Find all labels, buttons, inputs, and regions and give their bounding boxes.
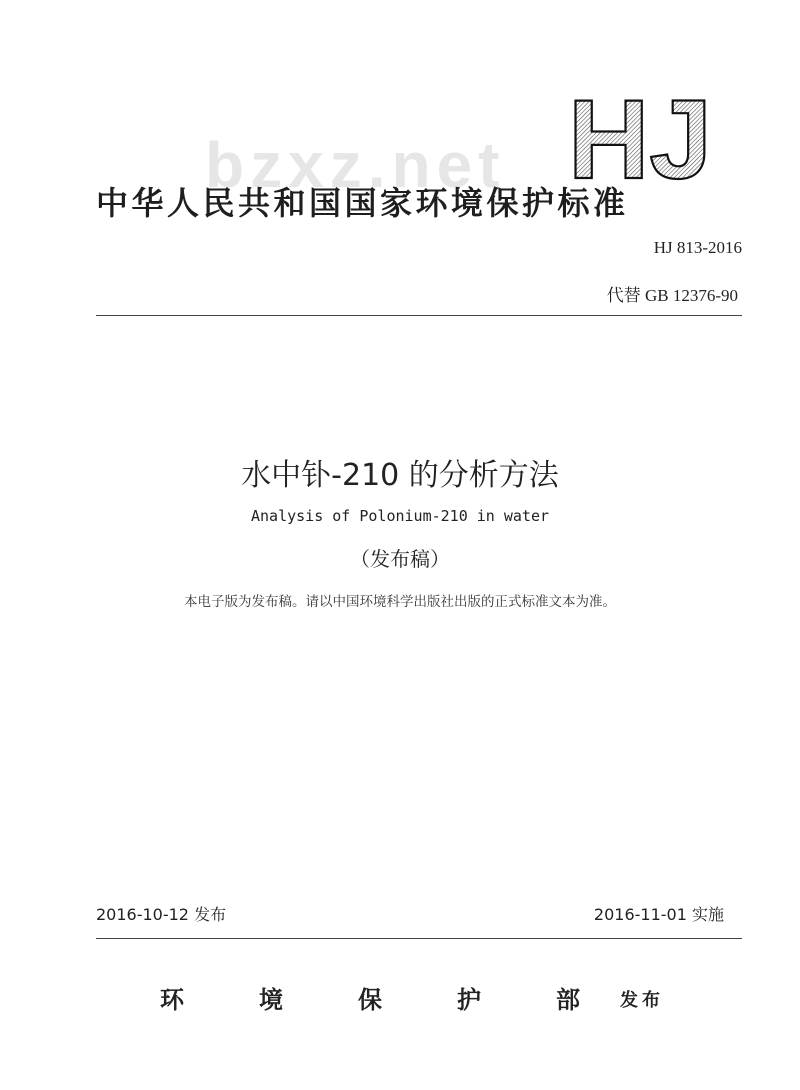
hj-logo: [566, 86, 716, 186]
standard-number: HJ 813-2016: [653, 238, 742, 257]
issuer-char: 部: [556, 985, 580, 1014]
watermark: bzxz.net: [205, 129, 506, 201]
document-note: 本电子版为发布稿。请以中国环境科学出版社出版的正式标准文本为准。: [184, 594, 616, 610]
hj-logo-text: HJ: [568, 86, 712, 186]
bottom-divider: [96, 938, 742, 939]
replaces-standard: 代替 GB 12376-90: [606, 286, 738, 305]
document-status: （发布稿）: [350, 547, 450, 571]
org-title: 中华人民共和国国家环境保护标准: [96, 184, 629, 222]
effective-date: 2016-11-01 实施: [593, 905, 724, 924]
document-title-english: Analysis of Polonium-210 in water: [250, 507, 549, 525]
hj-logo-graphic: [566, 86, 716, 186]
issuer-char: 护: [457, 985, 481, 1014]
publish-date: 2016-10-12 发布: [96, 905, 227, 924]
issuer-suffix: 发布: [620, 990, 664, 1011]
issuer-char: 环: [160, 985, 184, 1014]
top-divider: [96, 315, 742, 316]
issuer-char: 保: [358, 985, 382, 1014]
issuer-char: 境: [259, 985, 283, 1014]
issuer-name: [160, 980, 580, 1015]
document-title: 水中钋-210 的分析方法: [241, 458, 559, 493]
